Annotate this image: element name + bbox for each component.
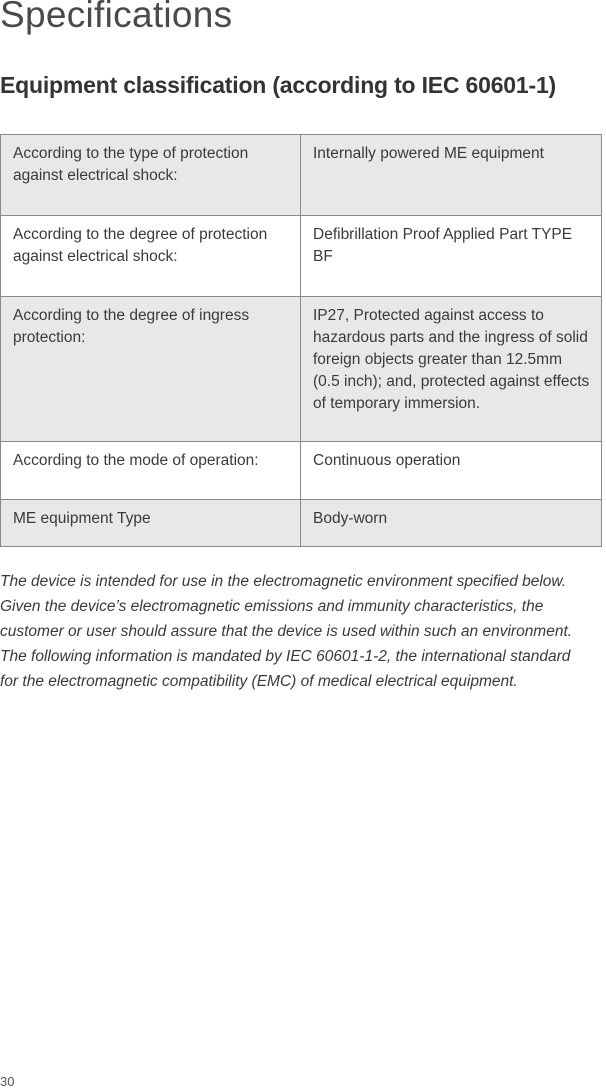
- row-label: According to the degree of ingress protection:: [1, 297, 301, 442]
- classification-table: [0, 134, 602, 547]
- row-label: According to the degree of protection against electrical shock:: [1, 216, 301, 297]
- row-value: Defibrillation Proof Applied Part TYPE BF: [301, 216, 602, 297]
- section-heading: Equipment classification (according to IEC 60601-1): [0, 72, 556, 98]
- row-value: Continuous operation: [301, 442, 602, 500]
- table-row: [1, 297, 602, 442]
- page-title: Specifications: [0, 0, 233, 35]
- row-label: According to the mode of operation:: [1, 442, 301, 500]
- row-value: Internally powered ME equipment: [301, 135, 602, 216]
- row-label: ME equipment Type: [1, 500, 301, 547]
- emc-intro-paragraph: The device is intended for use in the electromagnetic environment specified below. Given the device’s electromagnetic emissions and immunity characteristics, the customer or user should assure that the device is used within such an environment. The following information is mandated by IEC 60601-1-2, the international standard for the electromagnetic compatibility (EMC) of medical electrical equipment.: [0, 573, 573, 690]
- row-value: IP27, Protected against access to hazardous parts and the ingress of solid foreign objects greater than 12.5mm (0.5 inch); and, protected against effects of temporary immersion.: [301, 297, 602, 442]
- table-row: [1, 500, 602, 547]
- row-label: According to the type of protection against electrical shock:: [1, 135, 301, 216]
- page-number: 30: [0, 1074, 15, 1089]
- table-row: [1, 216, 602, 297]
- table-row: [1, 135, 602, 216]
- row-value: Body-worn: [301, 500, 602, 547]
- table-row: [1, 442, 602, 500]
